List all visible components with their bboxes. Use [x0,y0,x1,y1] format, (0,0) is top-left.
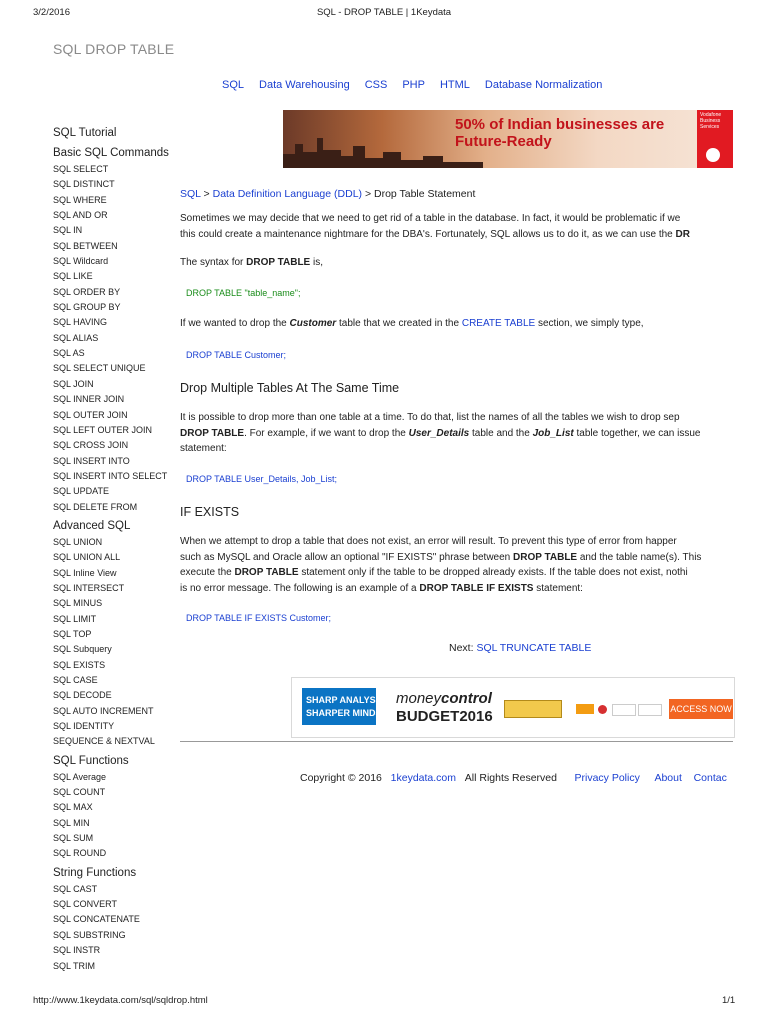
ad-blue-line-2: SHARPER MINDS. [306,708,385,718]
breadcrumb-ddl[interactable]: Data Definition Language (DDL) [212,188,363,200]
syntax-text: The syntax for [180,257,247,268]
sidebar-item-sql-concatenate[interactable]: SQL CONCATENATE [53,914,140,925]
create-table-link[interactable]: CREATE TABLE [461,318,536,329]
sidebar-item-sql-in[interactable]: SQL IN [53,225,83,236]
sidebar-item-sql-round[interactable]: SQL ROUND [53,848,107,859]
sidebar-item-sql-cross-join[interactable]: SQL CROSS JOIN [53,440,129,451]
breadcrumb [180,188,475,200]
sidebar-item-sql-subquery[interactable]: SQL Subquery [53,644,112,655]
sidebar-item-sql-as[interactable]: SQL AS [53,348,85,359]
if-exists-paragraph [180,534,733,596]
footer-site-link[interactable]: 1keydata.com [390,772,457,784]
sidebar-basic-list [53,162,178,515]
customer-paragraph [180,316,733,332]
heading-if-exists: IF EXISTS [180,505,240,519]
multiple-text-end: table together, we can issue [573,427,701,439]
moneycontrol-logo [396,690,492,707]
partner-logo [612,704,636,716]
multiple-line-3: statement: [180,443,227,454]
budget-title: BUDGET2016 [396,708,493,725]
multiple-line-1: It is possible to drop more than one table at a time. To do that, list the names of all the tables we wish to drop sep [180,412,680,423]
print-url: http://www.1keydata.com/sql/sqldrop.html [33,995,208,1006]
multiple-paragraph [180,410,733,457]
sidebar-item-sql-select[interactable]: SQL SELECT [53,164,109,174]
sidebar-item-sql-minus[interactable]: SQL MINUS [53,598,103,609]
sidebar-advanced-heading[interactable]: Advanced SQL [53,519,131,532]
sidebar-functions-list [53,770,178,862]
sidebar-item-sql-left-outer-join[interactable]: SQL LEFT OUTER JOIN [53,424,153,435]
sidebar [53,122,178,974]
sidebar-item-sql-between[interactable]: SQL BETWEEN [53,240,118,251]
syntax-paragraph [180,255,733,271]
sidebar-item-sequence-nextval[interactable]: SEQUENCE & NEXTVAL [53,736,155,747]
sidebar-item-sql-update[interactable]: SQL UPDATE [53,486,110,497]
syntax-keyword: DROP TABLE [246,257,311,268]
sidebar-item-sql-trim[interactable]: SQL TRIM [53,960,96,971]
if-exists-line-3 [180,565,733,581]
customer-text-end: section, we simply type, [535,318,644,329]
sidebar-basic-heading[interactable]: Basic SQL Commands [53,147,169,159]
if-exists-keyword: DROP TABLE [513,551,578,563]
print-date: 3/2/2016 [33,7,70,18]
sidebar-item-sql-having[interactable]: SQL HAVING [53,317,108,328]
sidebar-item-sql-join[interactable]: SQL JOIN [53,378,94,389]
sidebar-functions-heading[interactable]: SQL Functions [53,754,129,767]
if-exists-text-2: execute the [180,567,235,578]
city-skyline-image [283,130,483,168]
vodafone-badge [697,110,733,168]
sidebar-item-sql-limit[interactable]: SQL LIMIT [53,613,97,624]
if-exists-text-3: is no error message. The following is an example of a [180,582,420,594]
top-navigation [222,79,602,91]
if-exists-text: such as MySQL and Oracle allow an optional "IF EXISTS" phrase between [180,551,514,563]
sidebar-item-sql-cast[interactable]: SQL CAST [53,883,98,894]
next-label: Next: [449,642,477,654]
sidebar-item-sql-distinct[interactable]: SQL DISTINCT [53,179,115,190]
sidebar-advanced-list [53,535,178,750]
sidebar-item-sql-auto-increment[interactable]: SQL AUTO INCREMENT [53,705,154,716]
sidebar-item-sql-and-or[interactable]: SQL AND OR [53,210,108,221]
print-page-title: SQL - DROP TABLE | 1Keydata [316,7,452,18]
sidebar-item-sql-order-by[interactable]: SQL ORDER BY [53,286,121,297]
sidebar-item-sql-union[interactable]: SQL UNION [53,536,103,547]
breadcrumb-sql[interactable]: SQL [180,188,201,200]
sidebar-item-sql-count[interactable]: SQL COUNT [53,787,106,798]
if-exists-keyword-2: DROP TABLE [234,567,299,578]
user-details-table-name: User_Details [408,427,470,439]
nav-link-php[interactable]: PHP [402,79,425,91]
sidebar-item-sql-instr[interactable]: SQL INSTR [53,945,101,956]
footer-copyright: Copyright © 2016 [300,772,382,784]
nav-link-html[interactable]: HTML [439,79,470,91]
footer-privacy-link[interactable]: Privacy Policy [574,772,640,784]
sidebar-item-sql-insert-into[interactable]: SQL INSERT INTO [53,455,130,466]
footer [300,772,727,784]
if-exists-line-2 [180,550,733,566]
intro-text: this could create a maintenance nightmare for the DBA's. Fortunately, SQL allows us to do it, as we can use the [180,228,676,240]
intro-line-1: Sometimes we may decide that we need to get rid of a table in the database. In fact, it would be problematic if we [180,213,681,224]
multiple-text: . For example, if we want to drop the [244,427,409,439]
breadcrumb-separator: > [364,188,372,200]
ad-blue-text [306,694,387,720]
if-exists-keyword-3: DROP TABLE IF EXISTS [419,582,534,594]
sidebar-item-sql-identity[interactable]: SQL IDENTITY [53,721,115,732]
next-navigation [449,642,591,654]
sidebar-item-sql-insert-into-select[interactable]: SQL INSERT INTO SELECT [53,470,168,481]
sponsor-logo [504,700,562,718]
customer-text-mid: table that we created in the [336,318,462,329]
code-drop-if-exists: DROP TABLE IF EXISTS Customer; [186,613,332,623]
sidebar-item-sql-wildcard[interactable]: SQL Wildcard [53,256,109,267]
sidebar-item-sql-case[interactable]: SQL CASE [53,675,98,685]
code-drop-multiple: DROP TABLE User_Details, Job_List; [186,474,338,484]
footer-about-link[interactable]: About [654,772,682,784]
sidebar-string-list [53,882,178,974]
sidebar-item-sql-min[interactable]: SQL MIN [53,817,90,828]
sidebar-item-sql-alias[interactable]: SQL ALIAS [53,332,99,343]
heading-drop-multiple: Drop Multiple Tables At The Same Time [180,381,400,395]
sidebar-item-sql-outer-join[interactable]: SQL OUTER JOIN [53,409,128,420]
intro-line-2 [180,227,733,243]
partner-logo [598,705,607,714]
sidebar-item-sql-substring[interactable]: SQL SUBSTRING [53,929,126,940]
ad-headline-line-2: Future-Ready [455,133,552,150]
sidebar-item-sql-exists[interactable]: SQL EXISTS [53,659,106,670]
ad-headline [455,116,664,150]
sidebar-item-sql-group-by[interactable]: SQL GROUP BY [53,302,121,313]
brand-part-2: control [441,690,492,707]
access-now-button[interactable]: ACCESS NOW [669,699,733,719]
breadcrumb-separator: > [203,188,210,200]
sidebar-item-sql-union-all[interactable]: SQL UNION ALL [53,552,121,563]
if-exists-text-2-end: statement only if the table to be dropped already exists. If the table does not exist, nothi [298,567,688,578]
sidebar-item-sql-sum[interactable]: SQL SUM [53,833,94,844]
sidebar-item-sql-convert[interactable]: SQL CONVERT [53,899,118,910]
multiple-line-2 [180,426,733,442]
sidebar-string-heading[interactable]: String Functions [53,866,137,879]
breadcrumb-current: Drop Table Statement [374,188,476,200]
customer-text: If we wanted to drop the [180,318,290,329]
sidebar-item-sql-max[interactable]: SQL MAX [53,802,93,813]
brand-part-1: money [396,690,442,707]
if-exists-line-4 [180,581,733,597]
vodafone-badge-text: Vodafone Business Services [700,112,722,130]
sidebar-item-sql-select-unique[interactable]: SQL SELECT UNIQUE [53,363,146,374]
partner-logo [576,704,594,714]
sidebar-item-sql-delete-from[interactable]: SQL DELETE FROM [53,501,138,512]
partner-logo [638,704,662,716]
syntax-text-end: is, [310,257,323,268]
sidebar-item-sql-inline-view[interactable]: SQL Inline View [53,567,117,578]
nav-link-database-normalization[interactable]: Database Normalization [484,79,603,91]
sidebar-item-sql-where[interactable]: SQL WHERE [53,194,107,205]
next-truncate-table-link[interactable]: SQL TRUNCATE TABLE [476,642,592,654]
if-exists-text-3-end: statement: [533,582,583,594]
sidebar-item-sql-decode[interactable]: SQL DECODE [53,690,112,701]
sidebar-item-sql-average[interactable]: SQL Average [53,771,107,782]
nav-link-data-warehousing[interactable]: Data Warehousing [259,79,350,91]
multiple-keyword: DROP TABLE [180,427,245,439]
nav-link-css[interactable]: CSS [364,79,388,91]
footer-rights: All Rights Reserved [464,772,557,784]
code-drop-customer: DROP TABLE Customer; [186,350,287,360]
code-syntax: DROP TABLE "table_name"; [186,288,301,298]
ad-headline-line-1: 50% of Indian businesses are [455,116,665,133]
print-page-number: 1/1 [722,995,736,1006]
sidebar-item-sql-like[interactable]: SQL LIKE [53,271,93,282]
customer-table-name: Customer [289,318,337,329]
footer-divider [180,741,733,742]
vodafone-logo-icon [706,148,720,162]
ad-banner-bottom[interactable] [291,677,735,738]
sidebar-item-sql-intersect[interactable]: SQL INTERSECT [53,582,125,593]
ad-blue-line-1: SHARP ANALYSIS. [306,695,387,705]
sidebar-item-sql-top[interactable]: SQL TOP [53,628,92,639]
if-exists-text-end: and the table name(s). This [577,551,702,563]
sidebar-item-sql-inner-join[interactable]: SQL INNER JOIN [53,394,125,405]
footer-contact-link[interactable]: Contac [693,772,727,784]
sidebar-tutorial-link[interactable]: SQL Tutorial [53,127,117,139]
multiple-text-mid: table and the [469,427,533,439]
job-list-table-name: Job_List [532,427,574,439]
if-exists-line-1: When we attempt to drop a table that does not exist, an error will result. To prevent this type of error from happer [180,536,677,547]
ad-blue-box [302,688,387,725]
ad-banner-top[interactable] [283,110,733,168]
site-title: SQL DROP TABLE [53,41,175,57]
nav-link-sql[interactable]: SQL [222,79,245,91]
intro-keyword: DR [675,228,690,240]
intro-paragraph [180,211,733,242]
